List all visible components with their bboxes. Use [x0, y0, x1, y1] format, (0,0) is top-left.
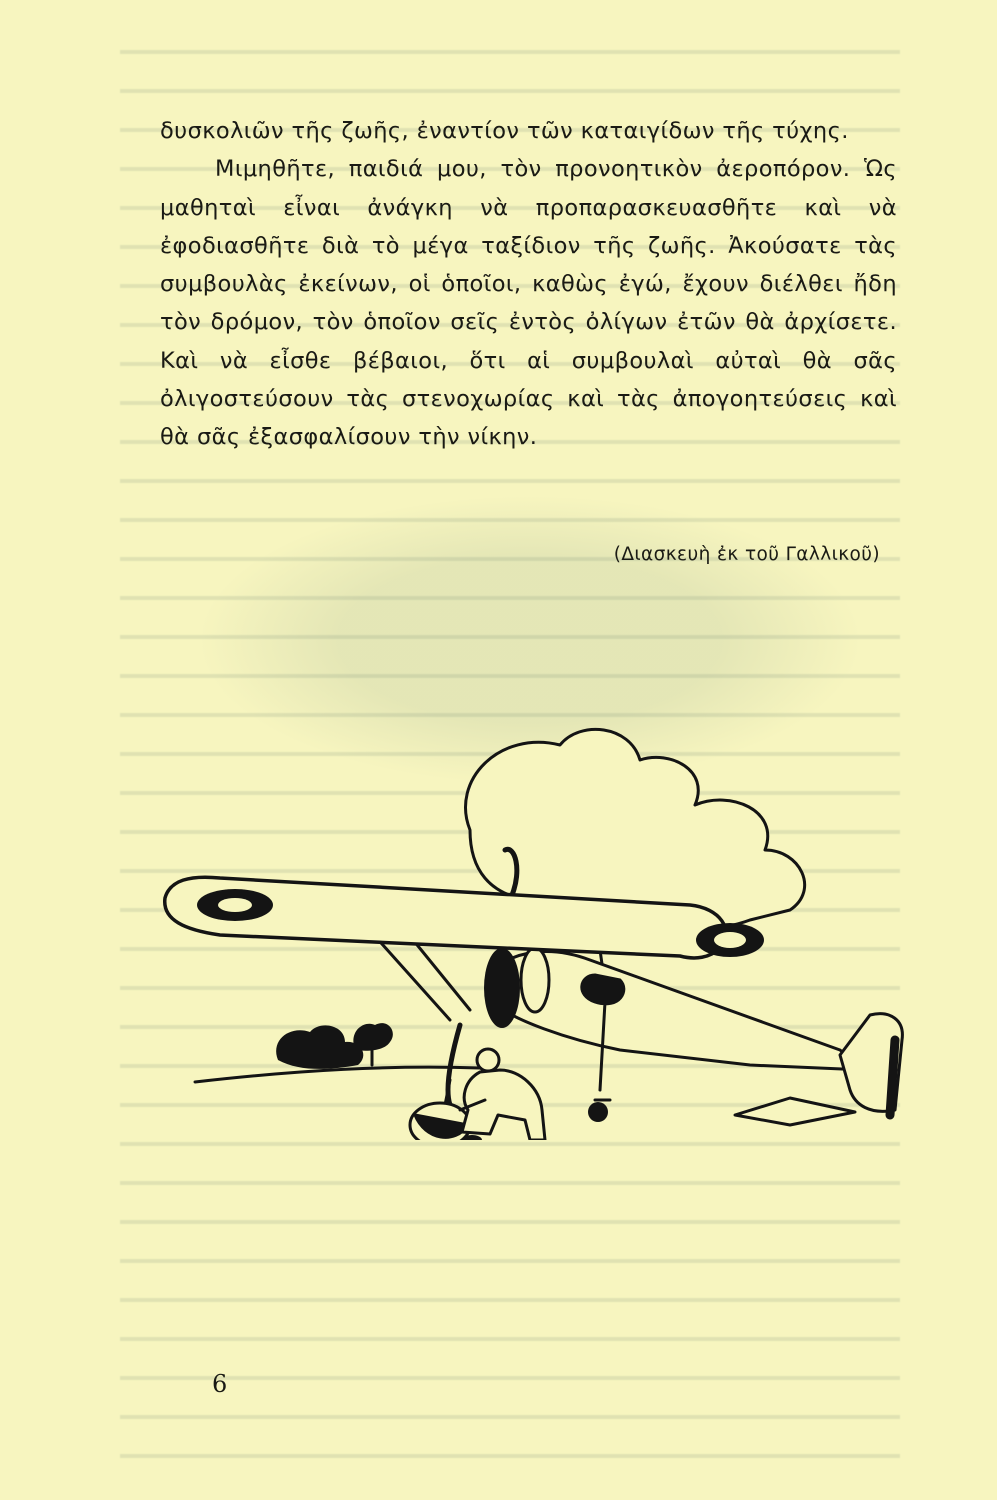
crouching-pilot	[460, 1049, 551, 1140]
paragraph-continued: δυσκολιῶν τῆς ζωῆς, ἐναντίον τῶν καταιγίδων τῆς τύχης.	[160, 118, 849, 144]
tree-shapes	[276, 1025, 363, 1069]
paragraph-main: Μιμηθῆτε, παιδιά μου, τὸν προνοητικὸν ἀεροπόρον. Ὡς μαθηταὶ εἶναι ἀνάγκη νὰ προπαρασκευασθῆτε καὶ νὰ ἐφοδιασθῆτε διὰ τὸ μέγα ταξίδιον τῆς ζωῆς. Ἀκούσατε τὰς συμβουλὰς ἐκείνων, οἱ ὁποῖοι, καθὼς ἐγώ, ἔχουν διέλθει ἤδη τὸν δρόμον, τὸν ὁποῖον σεῖς ἐντὸς ὀλίγων ἐτῶν θὰ ἀρχίσετε. Καὶ νὰ εἶσθε βέβαιοι, ὅτι αἱ συμβουλαὶ αὐταὶ θὰ σᾶς ὀλιγοστεύσουν τὰς στενοχωρίας καὶ τὰς ἀπογοητεύσεις καὶ θὰ σᾶς ἐξασφαλίσουν τὴν νίκην.	[160, 156, 897, 451]
horizon-line	[195, 1067, 480, 1082]
airplane-illustration	[150, 720, 910, 1140]
page-number: 6	[212, 1370, 228, 1398]
source-attribution: (Διασκευὴ ἐκ τοῦ Γαλλικοῦ)	[613, 544, 880, 565]
body-text	[160, 112, 897, 457]
